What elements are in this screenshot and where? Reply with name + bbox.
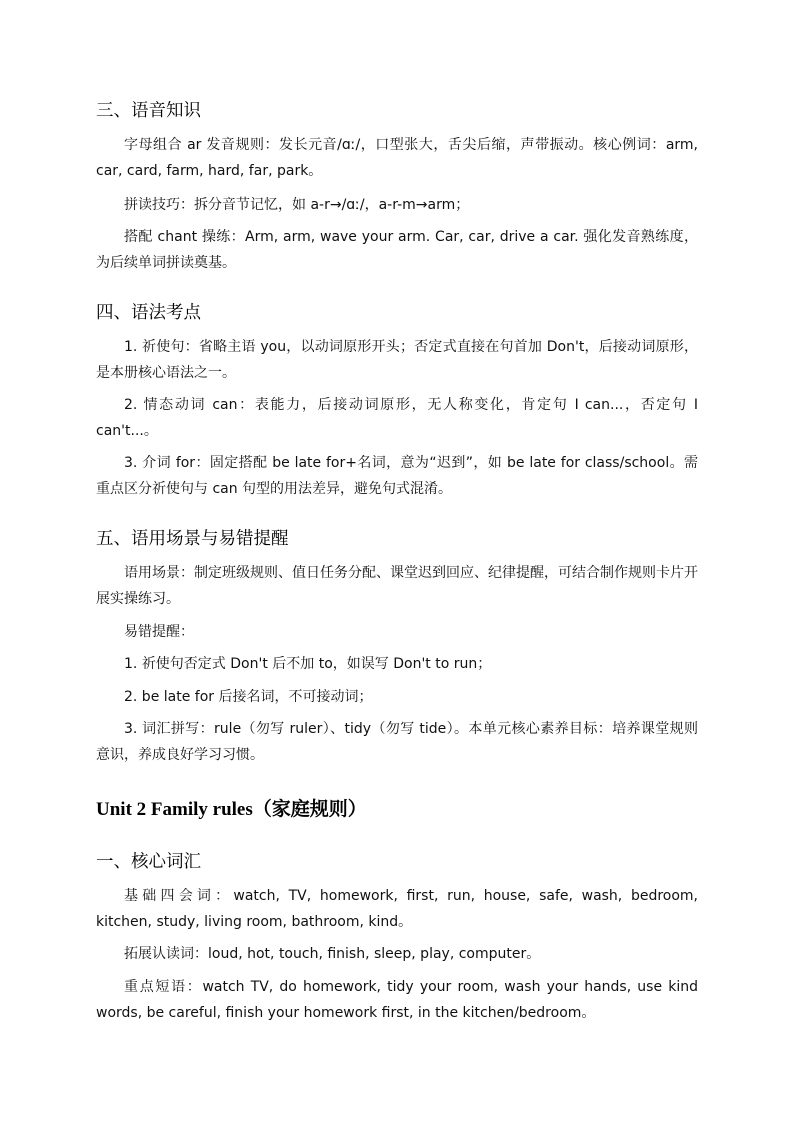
- paragraph-modal-can: 2. 情态动词 can：表能力，后接动词原形，无人称变化，肯定句 I can...，否定句 I can't...。: [96, 397, 698, 439]
- paragraph-error-3: 3. 词汇拼写：rule（勿写 ruler）、tidy（勿写 tide）。本单元核心素养目标：培养课堂规则意识，养成良好学习习惯。: [96, 721, 698, 763]
- section-heading-vocabulary: 一、核心词汇: [96, 852, 201, 872]
- paragraph-core-words: 基础四会词：watch, TV, homework, first, run, house, safe, wash, bedroom, kitchen, study, living room, bathroom, kind。: [96, 888, 698, 930]
- paragraph-preposition-for: 3. 介词 for：固定搭配 be late for+名词，意为“迟到”，如 be late for class/school。需重点区分祈使句与 can 句型的用法差异，避免句式混淆。: [96, 455, 698, 497]
- paragraph-imperative: 1. 祈使句：省略主语 you，以动词原形开头；否定式直接在句首加 Don't，后接动词原形，是本册核心语法之一。: [96, 339, 698, 381]
- paragraph-spelling-tip: 拼读技巧：拆分音节记忆，如 a-r→/ɑː/，a-r-m→arm；: [124, 197, 470, 213]
- paragraph-error-1: 1. 祈使句否定式 Don't 后不加 to，如误写 Don't to run；: [124, 656, 492, 672]
- paragraph-usage-scenes: 语用场景：制定班级规则、值日任务分配、课堂迟到回应、纪律提醒，可结合制作规则卡片开展实操练习。: [96, 565, 698, 607]
- paragraph-ar-rule: 字母组合 ar 发音规则：发长元音/ɑː/，口型张大，舌尖后缩，声带振动。核心例词：arm, car, card, farm, hard, far, park。: [96, 137, 698, 179]
- section-heading-usage: 五、语用场景与易错提醒: [96, 529, 289, 549]
- paragraph-chant: 搭配 chant 操练：Arm, arm, wave your arm. Car, car, drive a car. 强化发音熟练度，为后续单词拼读奠基。: [96, 229, 698, 271]
- section-heading-phonics: 三、语音知识: [96, 101, 201, 121]
- paragraph-extended-words: 拓展认读词：loud, hot, touch, finish, sleep, play, computer。: [124, 946, 541, 962]
- unit-title: Unit 2 Family rules（家庭规则）: [96, 799, 367, 820]
- paragraph-common-errors-label: 易错提醒：: [124, 624, 194, 640]
- section-heading-grammar: 四、语法考点: [96, 303, 201, 323]
- paragraph-error-2: 2. be late for 后接名词，不可接动词；: [124, 689, 373, 705]
- paragraph-key-phrases: 重点短语：watch TV, do homework, tidy your room, wash your hands, use kind words, be careful, finish your homework first, in the kitchen/bedroom。: [96, 979, 698, 1021]
